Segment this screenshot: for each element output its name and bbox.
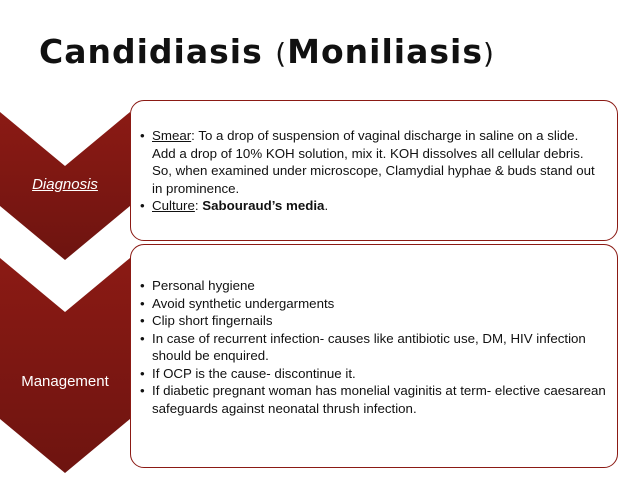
smear-text: : To a drop of suspension of vaginal discharge in saline on a slide. Add a drop of 10% KOH solution, mix it. KOH dissolves all cellular debris. So, when examined under microscope, Clamydial hyphae & buds stand out in prominence. xyxy=(152,128,595,196)
management-item-3: • Clip short fingernails xyxy=(140,312,610,330)
management-item-6: • If diabetic pregnant woman has monelial vaginitis at term- elective caesarean safeguards against neonatal thrush infection. xyxy=(140,382,610,417)
title-alt-name: Moniliasis xyxy=(287,32,483,71)
slide-title xyxy=(39,32,495,71)
title-main: Candidiasis xyxy=(39,32,263,71)
management-chevron xyxy=(0,258,130,473)
diagnosis-label: Diagnosis xyxy=(32,176,98,193)
culture-term: Culture xyxy=(152,198,195,213)
culture-end: . xyxy=(324,198,329,213)
management-item-1: • Personal hygiene xyxy=(140,277,610,295)
culture-value: Sabouraud’s media xyxy=(202,198,325,213)
management-item-2: • Avoid synthetic undergarments xyxy=(140,295,610,313)
diagnosis-list xyxy=(140,127,600,215)
management-chevron-shape xyxy=(0,258,130,473)
diagnosis-content-box xyxy=(130,100,618,241)
management-label: Management xyxy=(21,373,109,390)
management-item-4: • In case of recurrent infection- causes like antibiotic use, DM, HIV infection should be enquired. xyxy=(140,330,610,365)
management-list xyxy=(140,277,610,417)
management-item-5: • If OCP is the cause- discontinue it. xyxy=(140,365,610,383)
title-open-paren: ( xyxy=(275,37,288,70)
culture-sep: : xyxy=(194,198,203,213)
diagnosis-item-culture xyxy=(140,197,600,215)
management-content-box xyxy=(130,244,618,468)
diagnosis-chevron xyxy=(0,112,130,260)
smear-term: Smear xyxy=(152,128,192,143)
title-close-paren: ) xyxy=(482,37,495,70)
diagnosis-item-smear xyxy=(140,127,600,197)
